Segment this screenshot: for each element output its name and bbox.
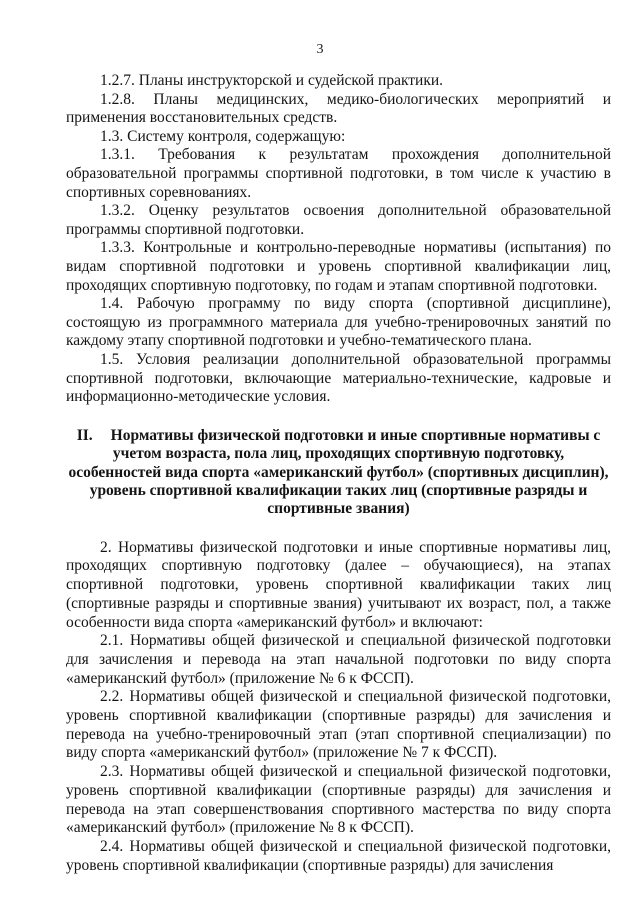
page-number: 3: [316, 42, 324, 57]
section-number: II.: [76, 426, 93, 444]
paragraph-1-5: 1.5. Условия реализации дополнительной образовательной программы спортивной подготовки, включающие материально-технические, кадровые и информационно-методические условия.: [66, 350, 611, 406]
paragraph-1-3: 1.3. Систему контроля, содержащую:: [100, 127, 346, 145]
paragraph-2: 2. Нормативы физической подготовки и иные спортивные нормативы лиц, проходящих спортивную подготовку (далее – обучающиеся), на этапах спортивной подготовки, уровень спортивной квалификации таких лиц (спортивные разряды и спортивные звания) учитывают их возраст, пол, а также особенности вида спорта «американский футбол» и включают:: [66, 538, 611, 631]
paragraph-1-2-7: 1.2.7. Планы инструкторской и судейской практики.: [100, 72, 444, 89]
paragraph-2-2: 2.2. Нормативы общей физической и специальной физической подготовки, уровень спортивной квалификации (спортивные разряды) для зачисления и перевода на учебно-тренировочный этап (этап спортивной специализации) по виду спорта «американский футбол» (приложение № 7 к ФССП).: [66, 688, 611, 762]
paragraph-2-1: 2.1. Нормативы общей физической и специальной физической подготовки для зачисления и перевода на этап начальной подготовки по виду спорта «американский футбол» (приложение № 6 к ФССП).: [66, 632, 611, 687]
paragraph-1-4: 1.4. Рабочую программу по виду спорта (спортивной дисциплине), состоящую из программного материала для учебно-тренировочных занятий по каждому этапу спортивной подготовки и учебно-тематического плана.: [66, 295, 611, 350]
section-title-text: Нормативы физической подготовки и иные спортивные нормативы с учетом возраста, пола лиц, проходящих спортивную подготовку, особенностей вида спорта «американский футбол» (спортивных дисциплин), уровень спортивной квалификации таких лиц (спортивные разряды и спортивные звания): [68, 426, 609, 518]
spacer: [66, 519, 611, 539]
paragraph-1-2-8: 1.2.8. Планы медицинских, медико-биологических мероприятий и применения восстановительных средств.: [66, 90, 611, 127]
paragraph-1-3-2: 1.3.2. Оценку результатов освоения дополнительной образовательной программы спортивной подготовки.: [66, 202, 611, 238]
paragraph-2-3: 2.3. Нормативы общей физической и специальной физической подготовки, уровень спортивной квалификации (спортивные разряды) для зачисления и перевода на этап совершенствования спортивного мастерства по виду спорта «американский футбол» (приложение № 8 к ФССП).: [66, 763, 611, 837]
paragraph-2-4: 2.4. Нормативы общей физической и специальной физической подготовки, уровень спортивной квалификации (спортивные разряды) для зачисления: [66, 837, 611, 874]
paragraph-1-3-1: 1.3.1. Требования к результатам прохождения дополнительной образовательной программы спортивной подготовки, в том числе к участию в спортивных соревнованиях.: [66, 146, 611, 201]
paragraph-1-3-3: 1.3.3. Контрольные и контрольно-переводные нормативы (испытания) по видам спортивной подготовки и уровень спортивной квалификации лиц, проходящих спортивную подготовку, по годам и этапам спортивной подготовки.: [66, 239, 611, 294]
spacer: [66, 407, 611, 427]
section-heading: [66, 427, 611, 519]
document-body: [66, 72, 611, 875]
